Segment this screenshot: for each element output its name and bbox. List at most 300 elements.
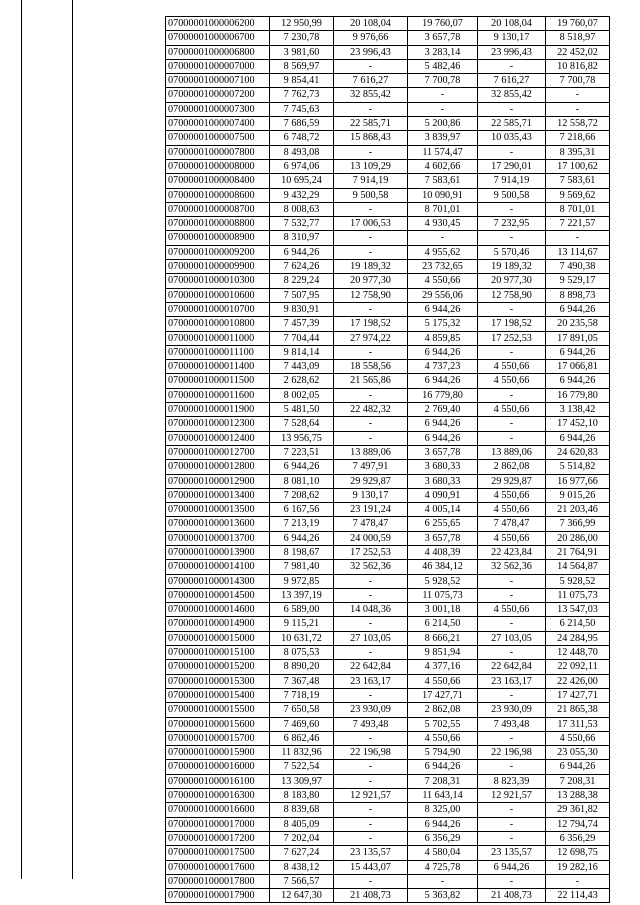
value-1-cell: 7 718,19 [270,688,334,702]
value-1-cell: 7 624,26 [270,260,334,274]
table-row [166,174,610,188]
code-cell: 07000001000017600 [166,860,270,874]
value-4-cell: 23 163,17 [478,674,546,688]
value-1-cell: 9 972,85 [270,574,334,588]
value-2-cell: - [334,774,408,788]
code-cell: 07000001000016000 [166,760,270,774]
value-5-cell: 11 075,73 [546,588,610,602]
value-3-cell: 5 702,55 [408,717,478,731]
value-3-cell: 4 090,91 [408,488,478,502]
table-row [166,188,610,202]
code-cell: 07000001000015000 [166,631,270,645]
value-3-cell: 8 701,01 [408,202,478,216]
value-2-cell: - [334,431,408,445]
code-cell: 07000001000007500 [166,131,270,145]
table-row [166,460,610,474]
code-cell: 07000001000011900 [166,403,270,417]
value-2-cell: - [334,874,408,888]
value-5-cell: 12 448,70 [546,646,610,660]
value-1-cell: 6 944,26 [270,460,334,474]
value-2-cell: 29 929,87 [334,474,408,488]
code-cell: 07000001000014100 [166,560,270,574]
code-cell: 07000001000013500 [166,503,270,517]
value-2-cell: - [334,388,408,402]
code-cell: 07000001000017000 [166,817,270,831]
value-1-cell: 2 628,62 [270,374,334,388]
code-cell: 07000001000016600 [166,803,270,817]
value-1-cell: 12 950,99 [270,17,334,31]
value-3-cell: 11 075,73 [408,588,478,602]
value-5-cell: 16 779,80 [546,388,610,402]
table-row [166,345,610,359]
table-row [166,703,610,717]
value-4-cell: 12 758,90 [478,288,546,302]
value-5-cell: 9 569,62 [546,188,610,202]
table-row [166,603,610,617]
value-5-cell: 21 865,38 [546,703,610,717]
value-2-cell: 20 977,30 [334,274,408,288]
value-5-cell: 13 288,38 [546,789,610,803]
value-3-cell: 6 944,26 [408,374,478,388]
code-cell: 07000001000016300 [166,789,270,803]
value-4-cell: - [478,145,546,159]
value-4-cell: - [478,202,546,216]
code-cell: 07000001000013900 [166,545,270,559]
value-4-cell: 6 944,26 [478,860,546,874]
code-cell: 07000001000007000 [166,59,270,73]
value-2-cell: 15 443,07 [334,860,408,874]
table-row [166,17,610,31]
value-5-cell: 22 426,00 [546,674,610,688]
value-2-cell: 23 163,17 [334,674,408,688]
value-1-cell: 8 075,53 [270,646,334,660]
value-5-cell: 8 518,97 [546,31,610,45]
code-cell: 07000001000011500 [166,374,270,388]
value-2-cell: 7 497,91 [334,460,408,474]
value-2-cell: - [334,231,408,245]
value-3-cell: 7 700,78 [408,74,478,88]
value-3-cell: 3 657,78 [408,531,478,545]
value-3-cell: 4 725,78 [408,860,478,874]
table-row [166,288,610,302]
value-4-cell: - [478,59,546,73]
value-3-cell: 6 944,26 [408,417,478,431]
table-row [166,45,610,59]
value-3-cell: 2 862,08 [408,703,478,717]
value-4-cell: - [478,760,546,774]
value-4-cell: 7 914,19 [478,174,546,188]
value-5-cell: 21 764,91 [546,545,610,559]
code-cell: 07000001000008700 [166,202,270,216]
value-3-cell: 3 680,33 [408,474,478,488]
value-1-cell: 11 832,96 [270,746,334,760]
table-row [166,417,610,431]
table-row [166,503,610,517]
code-cell: 07000001000011600 [166,388,270,402]
value-2-cell: 12 758,90 [334,288,408,302]
value-1-cell: 8 198,67 [270,545,334,559]
value-1-cell: 7 457,39 [270,317,334,331]
value-2-cell: 9 500,58 [334,188,408,202]
value-2-cell: 32 855,42 [334,88,408,102]
value-3-cell: 3 839,97 [408,131,478,145]
value-5-cell: 6 214,50 [546,617,610,631]
value-3-cell: 2 769,40 [408,403,478,417]
code-cell: 07000001000015500 [166,703,270,717]
value-3-cell: - [408,102,478,116]
table-row [166,231,610,245]
code-cell: 07000001000017500 [166,846,270,860]
table-row [166,717,610,731]
value-1-cell: 5 481,50 [270,403,334,417]
value-5-cell: 29 361,82 [546,803,610,817]
value-1-cell: 8 493,08 [270,145,334,159]
code-cell: 07000001000010600 [166,288,270,302]
value-5-cell: 17 891,05 [546,331,610,345]
value-5-cell: 17 311,53 [546,717,610,731]
value-2-cell: - [334,817,408,831]
table-row [166,74,610,88]
value-5-cell: 8 395,31 [546,145,610,159]
table-row [166,674,610,688]
code-cell: 07000001000014600 [166,603,270,617]
value-2-cell: 27 103,05 [334,631,408,645]
value-4-cell: 23 930,09 [478,703,546,717]
value-3-cell: 4 859,85 [408,331,478,345]
value-5-cell: 13 547,03 [546,603,610,617]
table-row [166,846,610,860]
code-cell: 07000001000009900 [166,260,270,274]
value-2-cell: - [334,102,408,116]
code-cell: 07000001000014900 [166,617,270,631]
value-2-cell: 15 868,43 [334,131,408,145]
value-5-cell: 8 701,01 [546,202,610,216]
value-2-cell: 32 562,36 [334,560,408,574]
value-1-cell: 8 438,12 [270,860,334,874]
value-5-cell: 17 100,62 [546,159,610,173]
value-5-cell: 7 700,78 [546,74,610,88]
value-4-cell: - [478,345,546,359]
value-3-cell: 3 680,33 [408,460,478,474]
table-row [166,789,610,803]
value-1-cell: 7 745,63 [270,102,334,116]
value-2-cell: - [334,688,408,702]
value-1-cell: 6 944,26 [270,531,334,545]
value-3-cell: 5 482,46 [408,59,478,73]
value-4-cell: - [478,417,546,431]
code-cell: 07000001000012400 [166,431,270,445]
value-4-cell: 17 252,53 [478,331,546,345]
value-1-cell: 7 528,64 [270,417,334,431]
code-cell: 07000001000007100 [166,74,270,88]
value-4-cell: - [478,431,546,445]
value-2-cell: 19 189,32 [334,260,408,274]
value-3-cell: 3 001,18 [408,603,478,617]
value-4-cell: - [478,617,546,631]
table-row [166,588,610,602]
value-5-cell: - [546,102,610,116]
value-4-cell: 2 862,08 [478,460,546,474]
value-5-cell: - [546,88,610,102]
value-2-cell: 7 914,19 [334,174,408,188]
value-2-cell: - [334,417,408,431]
table-row [166,831,610,845]
value-4-cell: 22 585,71 [478,117,546,131]
code-cell: 07000001000007800 [166,145,270,159]
value-3-cell: 5 928,52 [408,574,478,588]
table-row [166,88,610,102]
value-5-cell: 24 620,83 [546,445,610,459]
value-5-cell: 21 203,46 [546,503,610,517]
value-1-cell: 8 569,97 [270,59,334,73]
table-row [166,102,610,116]
value-2-cell: 17 006,53 [334,217,408,231]
value-4-cell: 21 408,73 [478,889,546,903]
value-4-cell: - [478,574,546,588]
value-2-cell: - [334,574,408,588]
value-4-cell: - [478,803,546,817]
value-3-cell: 6 944,26 [408,817,478,831]
value-3-cell: 6 944,26 [408,345,478,359]
table-row [166,531,610,545]
code-cell: 07000001000011400 [166,360,270,374]
value-4-cell: - [478,588,546,602]
value-5-cell: 20 286,00 [546,531,610,545]
value-3-cell: 3 283,14 [408,45,478,59]
value-2-cell: - [334,731,408,745]
value-1-cell: 6 862,46 [270,731,334,745]
value-4-cell: - [478,817,546,831]
value-1-cell: 7 443,09 [270,360,334,374]
value-5-cell: 6 944,26 [546,431,610,445]
value-1-cell: 7 223,51 [270,445,334,459]
value-4-cell: - [478,302,546,316]
value-4-cell: 4 550,66 [478,360,546,374]
value-1-cell: 8 310,97 [270,231,334,245]
value-2-cell: 23 135,57 [334,846,408,860]
value-1-cell: 13 309,97 [270,774,334,788]
value-4-cell: - [478,646,546,660]
code-cell: 07000001000013600 [166,517,270,531]
value-1-cell: 7 981,40 [270,560,334,574]
code-cell: 07000001000015200 [166,660,270,674]
value-3-cell: 7 583,61 [408,174,478,188]
value-3-cell: 4 377,16 [408,660,478,674]
data-table [165,16,610,903]
value-1-cell: 8 183,80 [270,789,334,803]
value-4-cell: 32 855,42 [478,88,546,102]
table-row [166,774,610,788]
code-cell: 07000001000008900 [166,231,270,245]
table-row [166,131,610,145]
value-2-cell: 20 108,04 [334,17,408,31]
table-row [166,431,610,445]
value-4-cell: 9 500,58 [478,188,546,202]
code-cell: 07000001000012700 [166,445,270,459]
value-4-cell: 17 290,01 [478,159,546,173]
value-3-cell: 5 200,86 [408,117,478,131]
value-5-cell: 12 794,74 [546,817,610,831]
value-1-cell: 6 589,00 [270,603,334,617]
value-5-cell: 9 015,26 [546,488,610,502]
value-4-cell: - [478,102,546,116]
value-3-cell: 4 955,62 [408,245,478,259]
value-1-cell: 7 507,95 [270,288,334,302]
value-2-cell: 23 191,24 [334,503,408,517]
value-5-cell: 6 944,26 [546,302,610,316]
table-row [166,388,610,402]
code-cell: 07000001000009200 [166,245,270,259]
code-cell: 07000001000015700 [166,731,270,745]
value-4-cell: 19 189,32 [478,260,546,274]
value-3-cell: 8 666,21 [408,631,478,645]
value-3-cell: 16 779,80 [408,388,478,402]
code-cell: 07000001000014300 [166,574,270,588]
value-3-cell: 7 208,31 [408,774,478,788]
value-1-cell: 7 202,04 [270,831,334,845]
value-4-cell: - [478,688,546,702]
value-2-cell: - [334,145,408,159]
value-2-cell: - [334,831,408,845]
value-5-cell: 17 066,81 [546,360,610,374]
code-cell: 07000001000007300 [166,102,270,116]
value-2-cell: 21 565,86 [334,374,408,388]
value-1-cell: 7 213,19 [270,517,334,531]
table-row [166,688,610,702]
value-1-cell: 9 814,14 [270,345,334,359]
value-5-cell: 13 114,67 [546,245,610,259]
value-4-cell: 12 921,57 [478,789,546,803]
value-5-cell: 22 452,02 [546,45,610,59]
value-4-cell: 4 550,66 [478,503,546,517]
code-cell: 07000001000007400 [166,117,270,131]
value-1-cell: 9 432,29 [270,188,334,202]
value-3-cell: - [408,88,478,102]
value-3-cell: 5 175,32 [408,317,478,331]
table-row [166,145,610,159]
value-3-cell: 4 602,66 [408,159,478,173]
value-1-cell: 7 208,62 [270,488,334,502]
value-4-cell: 4 550,66 [478,488,546,502]
table-row [166,117,610,131]
table-row [166,560,610,574]
value-3-cell: 4 408,39 [408,545,478,559]
inner-margin-rule [72,0,73,879]
value-4-cell: - [478,388,546,402]
value-2-cell: 22 642,84 [334,660,408,674]
value-5-cell: 7 366,99 [546,517,610,531]
value-2-cell: 18 558,56 [334,360,408,374]
value-2-cell: 17 252,53 [334,545,408,559]
value-3-cell: 4 550,66 [408,731,478,745]
value-5-cell: 7 221,57 [546,217,610,231]
code-cell: 07000001000010800 [166,317,270,331]
table-row [166,445,610,459]
value-4-cell: - [478,231,546,245]
value-3-cell: 5 363,82 [408,889,478,903]
value-4-cell: 22 196,98 [478,746,546,760]
data-table-body [166,17,610,903]
value-4-cell: - [478,874,546,888]
table-row [166,202,610,216]
value-4-cell: 23 135,57 [478,846,546,860]
value-2-cell: 13 889,06 [334,445,408,459]
value-3-cell: 10 090,91 [408,188,478,202]
value-4-cell: 20 108,04 [478,17,546,31]
table-row [166,517,610,531]
value-5-cell: 20 235,58 [546,317,610,331]
value-4-cell: 9 130,17 [478,31,546,45]
value-5-cell: 5 928,52 [546,574,610,588]
code-cell: 07000001000017200 [166,831,270,845]
value-4-cell: 5 570,46 [478,245,546,259]
code-cell: 07000001000008600 [166,188,270,202]
value-4-cell: 29 929,87 [478,474,546,488]
value-3-cell: 6 944,26 [408,760,478,774]
value-1-cell: 9 854,41 [270,74,334,88]
table-row [166,889,610,903]
value-1-cell: 7 650,58 [270,703,334,717]
value-2-cell: - [334,345,408,359]
value-3-cell: 3 657,78 [408,31,478,45]
table-row [166,617,610,631]
value-4-cell: 13 889,06 [478,445,546,459]
value-4-cell: 4 550,66 [478,374,546,388]
value-1-cell: 6 167,56 [270,503,334,517]
value-4-cell: 20 977,30 [478,274,546,288]
value-1-cell: 13 956,75 [270,431,334,445]
code-cell: 07000001000008800 [166,217,270,231]
value-4-cell: 4 550,66 [478,531,546,545]
value-3-cell: 4 930,45 [408,217,478,231]
value-2-cell: 27 974,22 [334,331,408,345]
value-3-cell: 6 255,65 [408,517,478,531]
value-5-cell: 6 944,26 [546,345,610,359]
table-row [166,817,610,831]
code-cell: 07000001000010700 [166,302,270,316]
value-1-cell: 8 229,24 [270,274,334,288]
value-3-cell: 17 427,71 [408,688,478,702]
code-cell: 07000001000008400 [166,174,270,188]
value-2-cell: 22 482,32 [334,403,408,417]
value-1-cell: 7 367,48 [270,674,334,688]
code-cell: 07000001000013700 [166,531,270,545]
value-2-cell: 22 196,98 [334,746,408,760]
code-cell: 07000001000006700 [166,31,270,45]
code-cell: 07000001000014500 [166,588,270,602]
value-3-cell: - [408,231,478,245]
table-row [166,860,610,874]
value-4-cell: 10 035,43 [478,131,546,145]
value-5-cell: 7 583,61 [546,174,610,188]
value-2-cell: 14 048,36 [334,603,408,617]
value-2-cell: 13 109,29 [334,159,408,173]
value-3-cell: - [408,874,478,888]
value-1-cell: 7 566,57 [270,874,334,888]
code-cell: 07000001000017900 [166,889,270,903]
code-cell: 07000001000007200 [166,88,270,102]
value-1-cell: 9 115,21 [270,617,334,631]
value-4-cell: - [478,731,546,745]
value-4-cell: 32 562,36 [478,560,546,574]
value-3-cell: 6 944,26 [408,302,478,316]
value-1-cell: 7 762,73 [270,88,334,102]
table-row [166,803,610,817]
code-cell: 07000001000015400 [166,688,270,702]
value-1-cell: 10 631,72 [270,631,334,645]
value-3-cell: 9 851,94 [408,646,478,660]
value-4-cell: 22 423,84 [478,545,546,559]
